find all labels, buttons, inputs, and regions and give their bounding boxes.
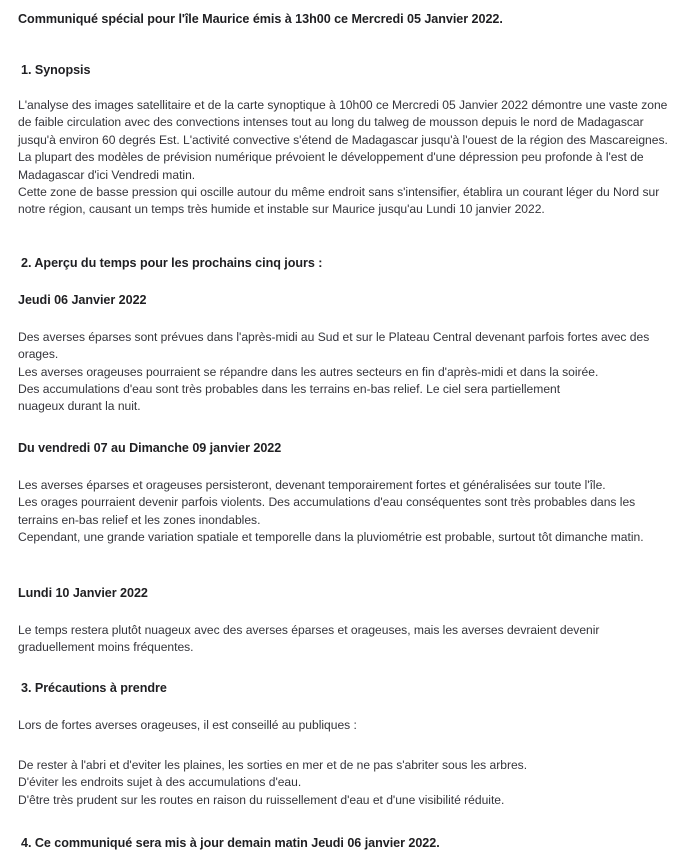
text-line: nuageux durant la nuit. <box>18 399 141 414</box>
text-line: Des accumulations d'eau sont très probables dans les terrains en-bas relief. Le ciel sera partiellement <box>18 382 561 397</box>
list-item: D'éviter les endroits sujet à des accumulations d'eau. <box>18 775 302 790</box>
day-paragraph-vendredi-dimanche <box>18 477 686 547</box>
text-line: Madagascar d'ici Vendredi matin. <box>18 167 196 182</box>
text-line: terrains en-bas relief et les zones inondables. <box>18 512 261 527</box>
section-heading-update: 4. Ce communiqué sera mis à jour demain matin Jeudi 06 janvier 2022. <box>21 835 440 850</box>
day-paragraph-lundi <box>18 622 686 657</box>
text-line: Le temps restera plutôt nuageux avec des averses éparses et orageuses, mais les averses devraient devenir <box>18 622 600 637</box>
list-item: D'être très prudent sur les routes en raison du ruissellement d'eau et d'une visibilité réduite. <box>18 792 505 807</box>
text-line: L'analyse des images satellitaire et de la carte synoptique à 10h00 ce Mercredi 05 Janvier 2022 démontre une vaste zone <box>18 98 668 112</box>
text-line: graduellement moins fréquentes. <box>18 639 194 654</box>
text-line: Cependant, une grande variation spatiale et temporelle dans la pluviométrie est probable, surtout tôt dimanche matin. <box>18 530 644 545</box>
synopsis-paragraph <box>18 97 686 219</box>
text-line: Les averses orageuses pourraient se répandre dans les autres secteurs en fin d'après-midi et dans la soirée. <box>18 364 599 379</box>
text-line: de faible circulation avec des convections intenses tout au long du talweg de mousson depuis le nord de Madagascar <box>18 115 644 130</box>
section-heading-precautions: 3. Précautions à prendre <box>21 681 167 696</box>
section-heading-synopsis: 1. Synopsis <box>21 63 91 77</box>
list-item: De rester à l'abri et d'eviter les plaines, les sorties en mer et de ne pas s'abriter sous les arbres. <box>18 757 528 772</box>
text-line: Des averses éparses sont prévues dans l'après-midi au Sud et sur le Plateau Central devenant parfois fortes avec des <box>18 329 650 344</box>
day-heading-lundi: Lundi 10 Janvier 2022 <box>18 585 148 600</box>
section-heading-apercu: 2. Aperçu du temps pour les prochains cinq jours : <box>21 255 323 270</box>
text-line: Cette zone de basse pression qui oscille autour du même endroit sans s'intensifier, établira un courant léger du Nord sur <box>18 185 660 200</box>
text-line: Les averses éparses et orageuses persisteront, devenant temporairement fortes et généralisées sur toute l'île. <box>18 477 606 492</box>
precautions-lead <box>18 717 686 734</box>
text-line: jusqu'à environ 60 degrés Est. L'activité convective s'étend de Madagascar jusqu'à l'ouest de la région des Mascareignes. <box>18 132 668 147</box>
document-body <box>18 11 686 852</box>
document-title: Communiqué spécial pour l'île Maurice émis à 13h00 ce Mercredi 05 Janvier 2022. <box>18 12 503 26</box>
day-paragraph-jeudi <box>18 329 686 416</box>
day-heading-jeudi: Jeudi 06 Janvier 2022 <box>18 292 147 307</box>
text-line: notre région, causant un temps très humide et instable sur Maurice jusqu'au Lundi 10 janvier 2022. <box>18 202 545 217</box>
text-line: orages. <box>18 347 59 362</box>
text-line: Lors de fortes averses orageuses, il est conseillé au publiques : <box>18 718 357 733</box>
text-line: Les orages pourraient devenir parfois violents. Des accumulations d'eau conséquentes sont très probables dans les <box>18 495 636 510</box>
text-line: La plupart des modèles de prévision numérique prévoient le développement d'une dépression peu profonde à l'est de <box>18 150 644 165</box>
precautions-list <box>18 757 686 809</box>
day-heading-vendredi-dimanche: Du vendredi 07 au Dimanche 09 janvier 2022 <box>18 440 282 455</box>
